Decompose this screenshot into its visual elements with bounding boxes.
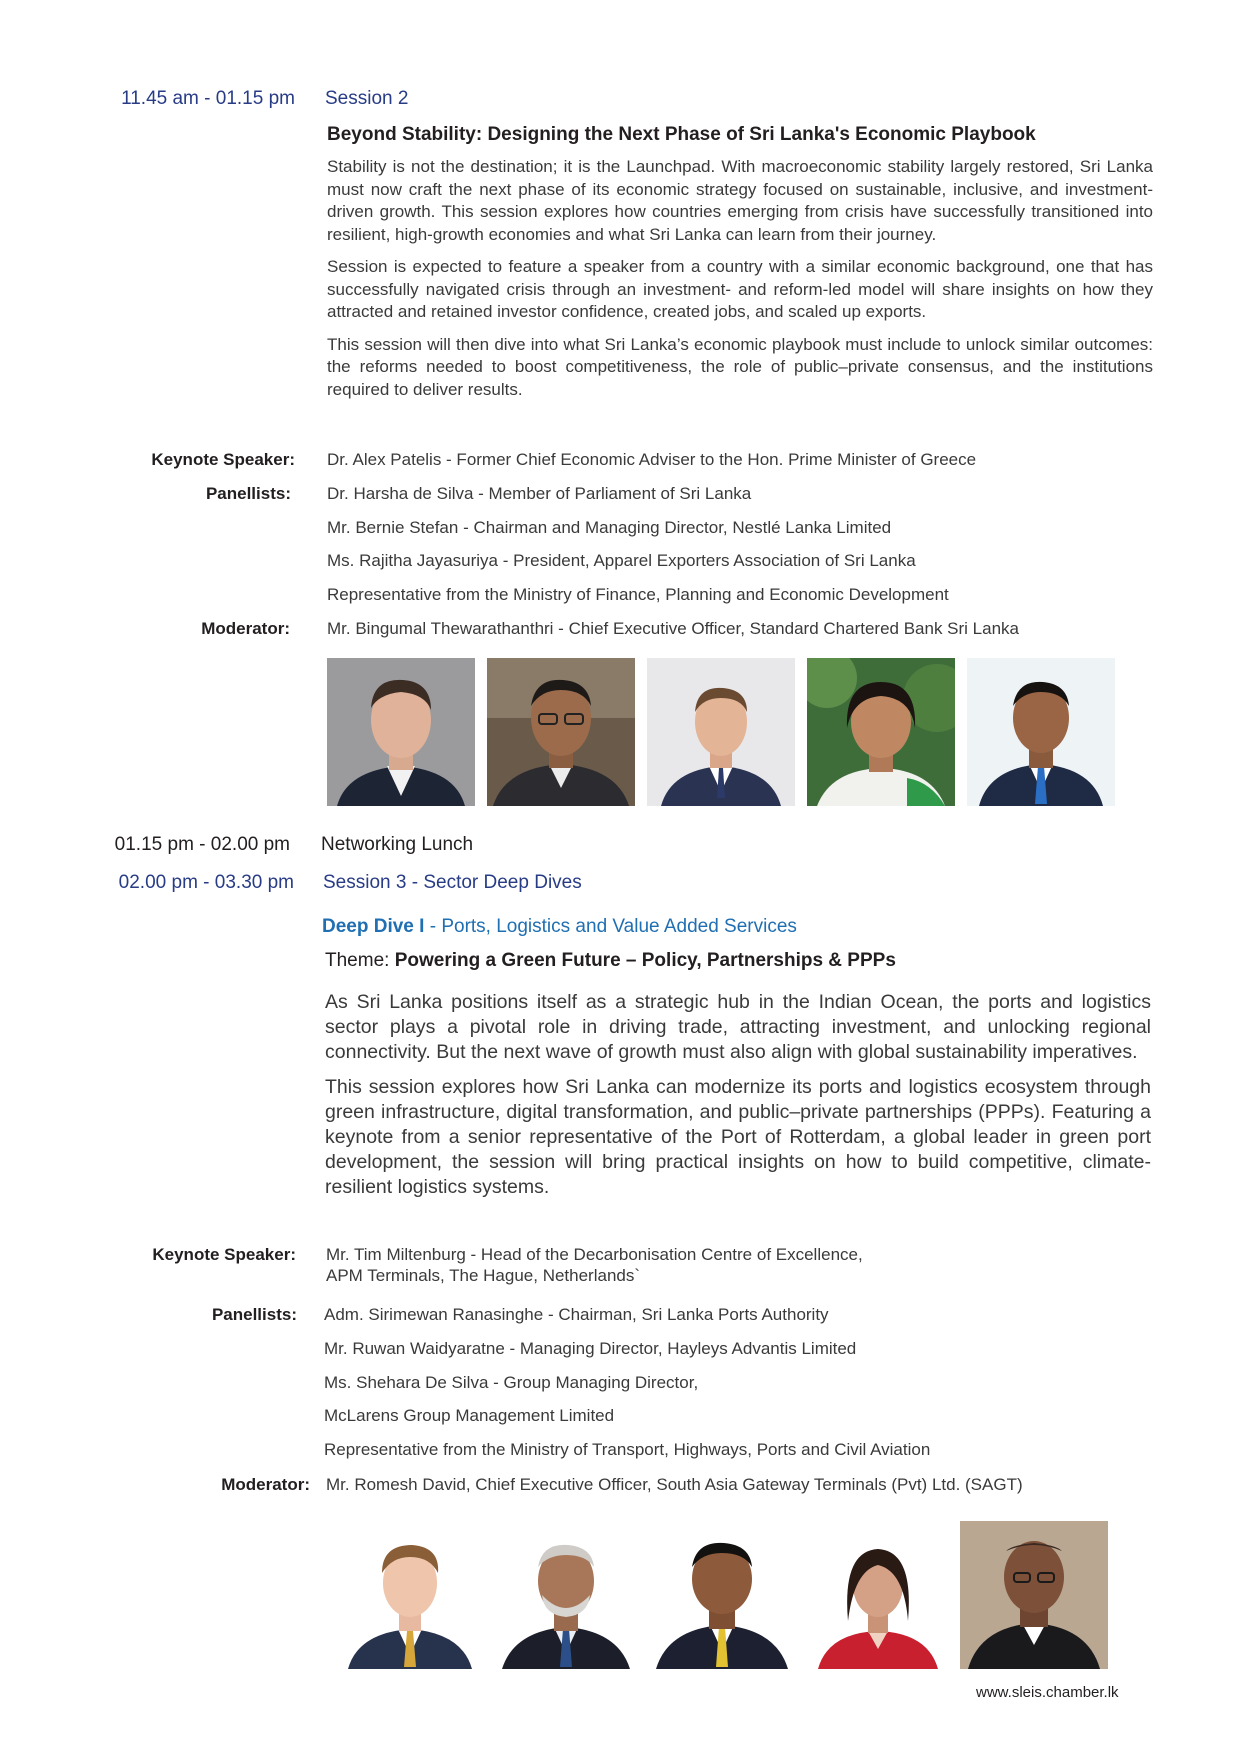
- session2-panellist: Representative from the Ministry of Finance, Planning and Economic Development: [327, 585, 949, 604]
- speaker-photo: [492, 1521, 640, 1669]
- session2-keynote-speaker: Dr. Alex Patelis - Former Chief Economic Adviser to the Hon. Prime Minister of Greece: [327, 450, 977, 469]
- session2-time: 11.45 am - 01.15 pm: [121, 88, 295, 109]
- session2-title: Beyond Stability: Designing the Next Phase of Sri Lanka's Economic Playbook: [327, 124, 1036, 145]
- lunch-time: 01.15 pm - 02.00 pm: [114, 834, 290, 855]
- session2-label: Session 2: [325, 88, 409, 109]
- speaker-photo: [807, 658, 955, 806]
- session3-panellist: Adm. Sirimewan Ranasinghe - Chairman, Sri Lanka Ports Authority: [324, 1305, 829, 1324]
- deep-dive-separator: -: [424, 916, 442, 937]
- deep-dive-number: Deep Dive I: [322, 916, 425, 937]
- speaker-photo: [804, 1521, 952, 1669]
- session2-keynote-label: Keynote Speaker:: [151, 450, 295, 469]
- speaker-photo: [647, 658, 795, 806]
- session3-description: [325, 990, 1151, 1200]
- session3-speaker-photos: [336, 1521, 1108, 1669]
- session3-panellist: McLarens Group Management Limited: [324, 1406, 615, 1425]
- footer-website[interactable]: www.sleis.chamber.lk: [976, 1684, 1119, 1701]
- theme-title: Powering a Green Future – Policy, Partnerships & PPPs: [394, 950, 896, 971]
- session3-panellists-label: Panellists:: [211, 1305, 297, 1324]
- session2-paragraph: This session will then dive into what Sri Lanka’s economic playbook must include to unlock similar outcomes: the reforms needed to boost competitiveness, the role of public–private consensus, and the institutions required to deliver results.: [327, 334, 1153, 399]
- session2-paragraph: Session is expected to feature a speaker from a country with a similar economic background, one that has successfully navigated crisis through an investment- and reform-led model will share insights on how they attracted and retained investor confidence, created jobs, and scaled up exports.: [327, 257, 1153, 321]
- session3-keynote-speaker-line2: APM Terminals, The Hague, Netherlands`: [326, 1266, 641, 1285]
- speaker-photo: [967, 658, 1115, 806]
- speaker-photo: [648, 1521, 796, 1669]
- session3-panellist: Representative from the Ministry of Transport, Highways, Ports and Civil Aviation: [324, 1440, 931, 1459]
- session3-keynote-speaker-line1: Mr. Tim Miltenburg - Head of the Decarbonisation Centre of Excellence,: [326, 1245, 863, 1264]
- session3-keynote-label: Keynote Speaker:: [152, 1245, 296, 1264]
- session2-moderator-label: Moderator:: [201, 619, 290, 638]
- speaker-photo: [327, 658, 475, 806]
- session3-time: 02.00 pm - 03.30 pm: [118, 872, 294, 893]
- session2-panellist: Ms. Rajitha Jayasuriya - President, Apparel Exporters Association of Sri Lanka: [327, 551, 916, 570]
- lunch-label: Networking Lunch: [321, 834, 474, 855]
- session3-panellist: Ms. Shehara De Silva - Group Managing Director,: [324, 1373, 699, 1392]
- deep-dive-theme: [325, 950, 896, 972]
- session2-moderator: Mr. Bingumal Thewarathanthri - Chief Executive Officer, Standard Chartered Bank Sri Lanka: [327, 619, 1019, 638]
- theme-prefix: Theme:: [325, 950, 395, 971]
- session2-description: [327, 156, 1153, 401]
- session3-paragraph: This session explores how Sri Lanka can modernize its ports and logistics ecosystem through green infrastructure, digital transformation, and public–private partnerships (PPPs). Featuring a keynote from a senior representative of the Port of Rotterdam, a global leader in green port development, the session will bring practical insights on how to build competitive, climate-resilient logistics systems.: [325, 1076, 1151, 1198]
- session2-speaker-photos: [327, 658, 1115, 806]
- session3-paragraph: As Sri Lanka positions itself as a strategic hub in the Indian Ocean, the ports and logistics sector plays a pivotal role in driving trade, attracting investment, and unlocking regional connectivity. But the next wave of growth must also align with global sustainability imperatives.: [325, 991, 1151, 1063]
- session3-label: Session 3 - Sector Deep Dives: [323, 872, 582, 893]
- session3-panellist: Mr. Ruwan Waidyaratne - Managing Director, Hayleys Advantis Limited: [324, 1339, 857, 1358]
- speaker-photo: [960, 1521, 1108, 1669]
- speaker-photo: [336, 1521, 484, 1669]
- deep-dive-topic: Ports, Logistics and Value Added Services: [441, 916, 797, 937]
- speaker-photo: [487, 658, 635, 806]
- deep-dive-heading: [322, 916, 797, 938]
- session2-paragraph: Stability is not the destination; it is the Launchpad. With macroeconomic stability largely restored, Sri Lanka must now craft the next phase of its economic strategy focused on sustainable, inclusive, and investment-driven growth. This session explores how countries emerging from crisis have successfully transitioned into resilient, high-growth economies and what Sri Lanka can learn from their journey.: [327, 157, 1153, 244]
- session3-moderator: Mr. Romesh David, Chief Executive Officer, South Asia Gateway Terminals (Pvt) Ltd. (SAGT): [326, 1475, 1023, 1494]
- session2-panellists-label: Panellists:: [205, 484, 291, 503]
- session2-panellist: Mr. Bernie Stefan - Chairman and Managing Director, Nestlé Lanka Limited: [327, 518, 892, 537]
- session2-panellist: Dr. Harsha de Silva - Member of Parliament of Sri Lanka: [327, 484, 752, 503]
- session3-moderator-label: Moderator:: [221, 1475, 310, 1494]
